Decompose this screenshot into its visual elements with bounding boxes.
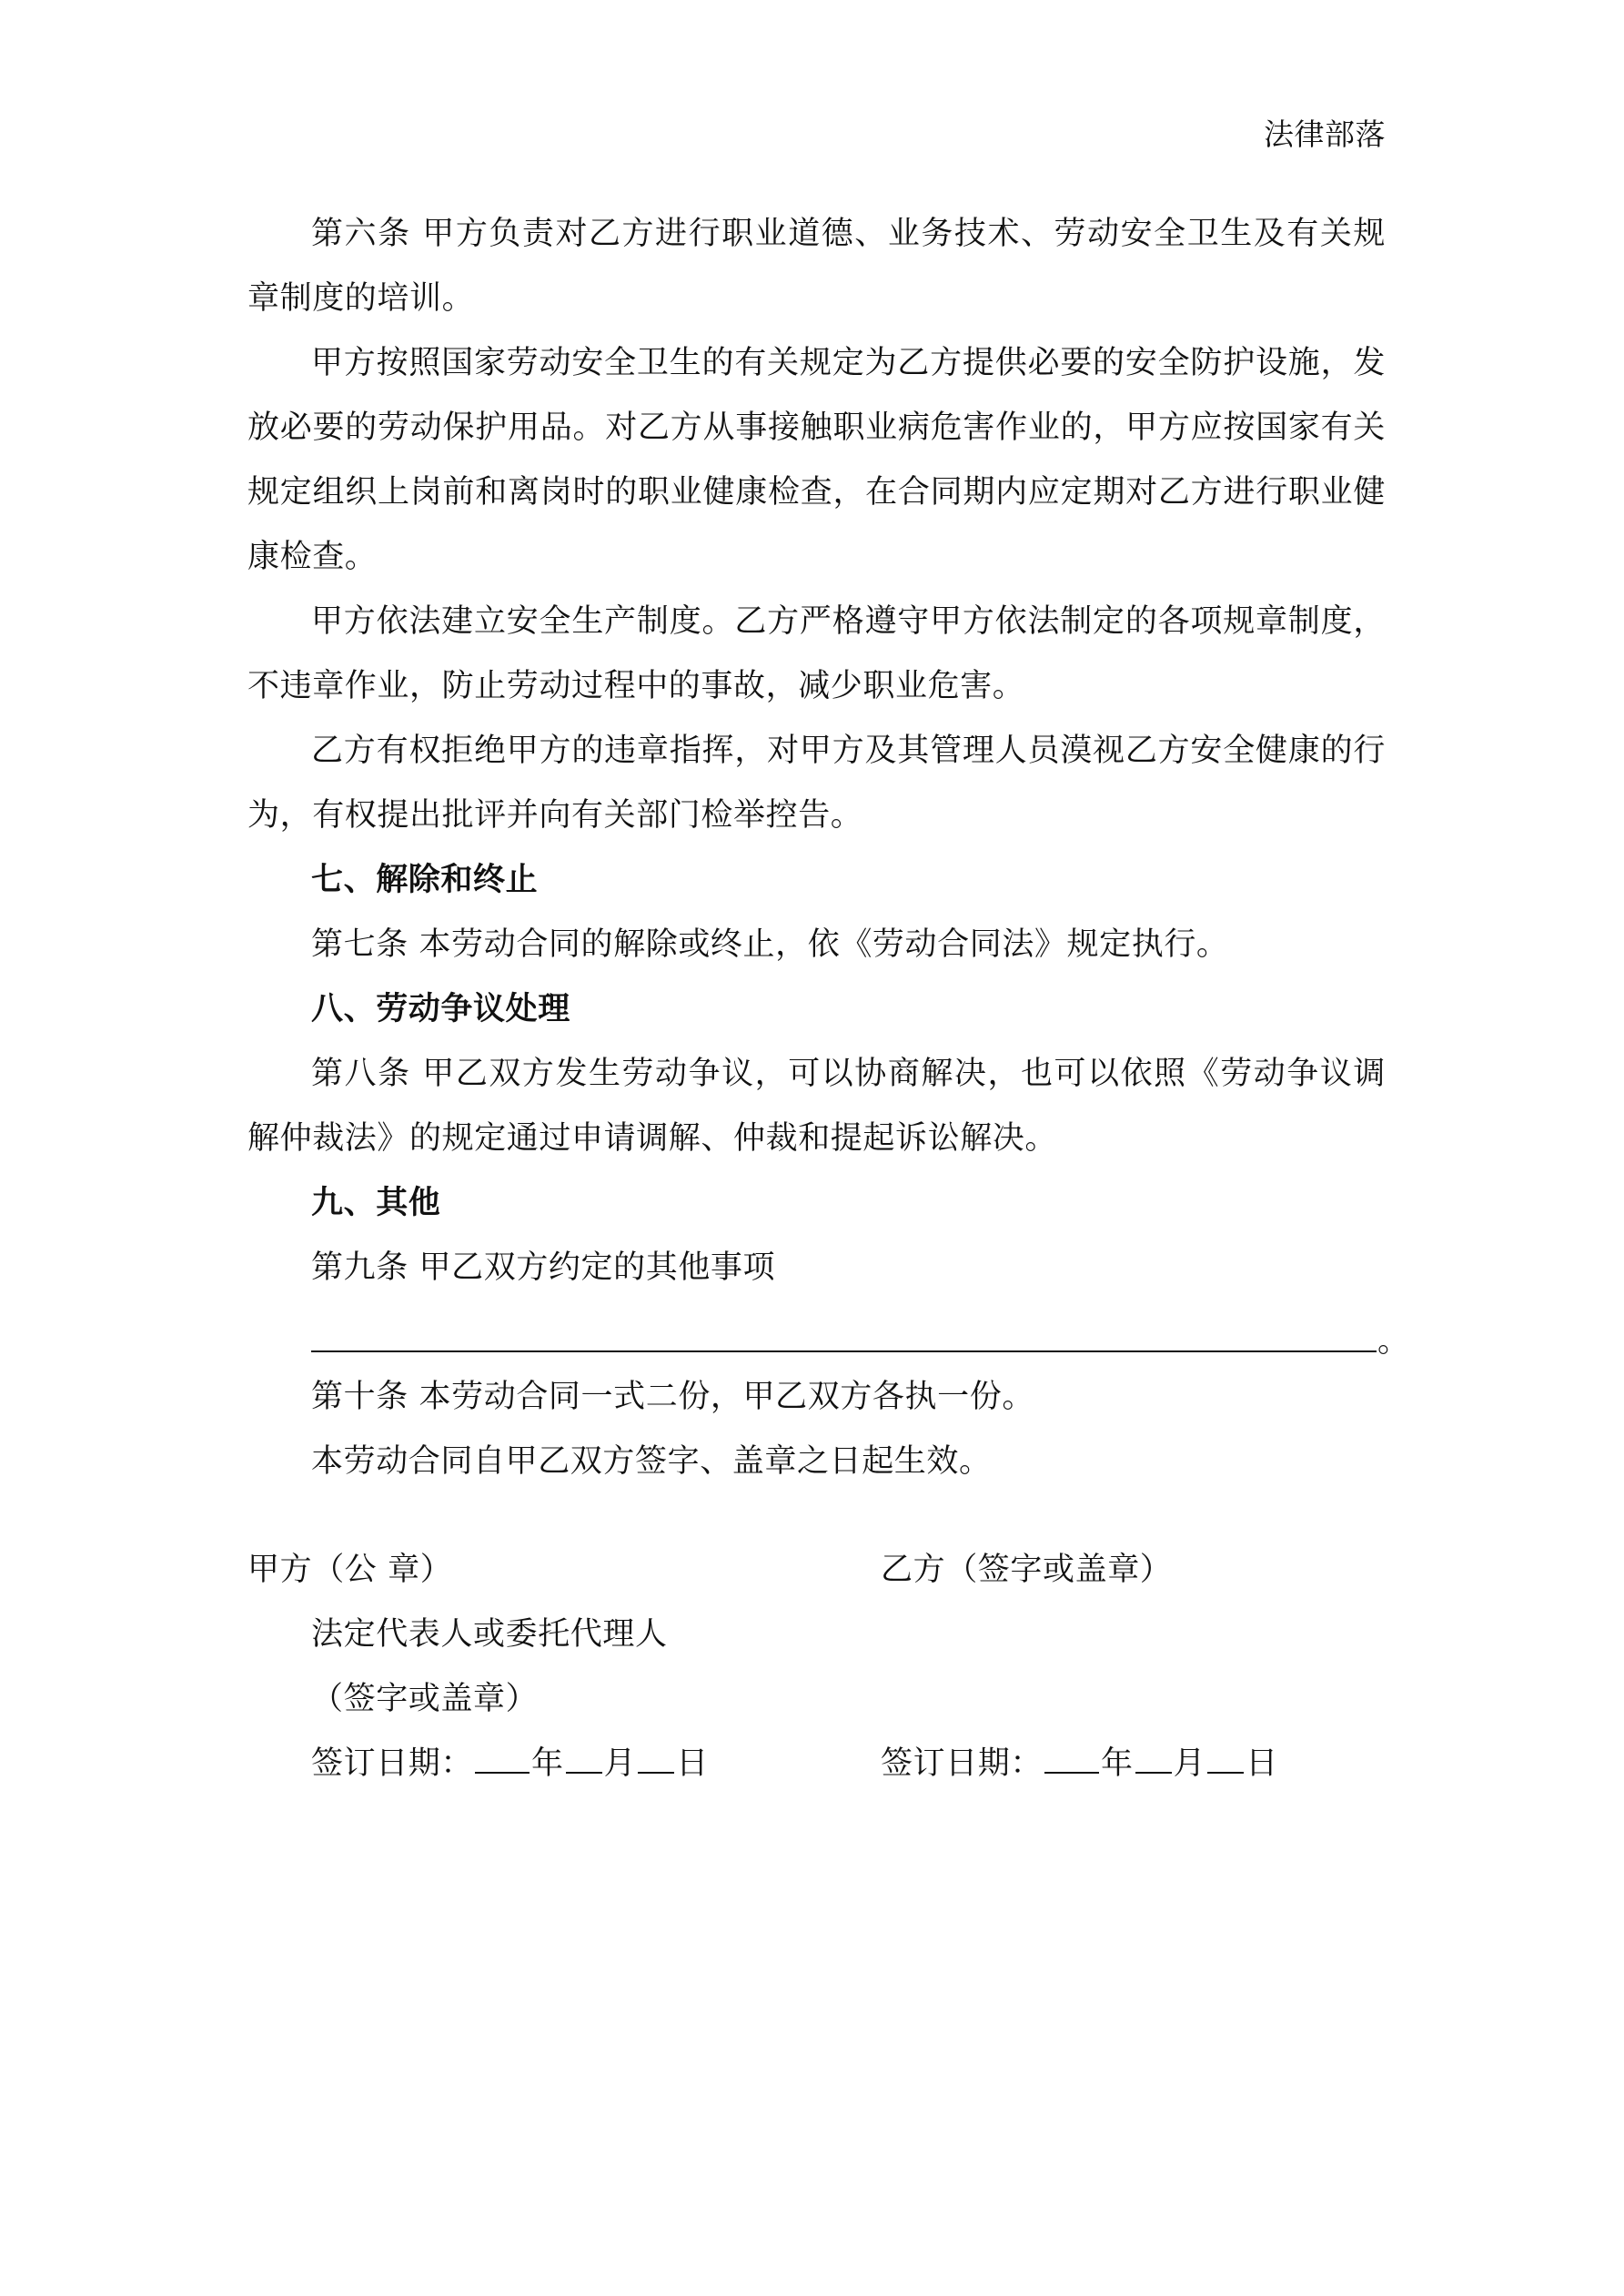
signature-area (247, 1538, 1386, 1796)
representative-sign-row (247, 1667, 1386, 1732)
party-a-label: 甲方（公 章） (247, 1552, 453, 1588)
blank-end-mark: 。 (1377, 1323, 1409, 1360)
representative-sign-label: （签字或盖章） (311, 1681, 539, 1717)
article-6-paragraph: 第六条 甲方负责对乙方进行职业道德、业务技术、劳动安全卫生及有关规章制度的培训。 (247, 216, 1386, 317)
day-blank (638, 1748, 674, 1774)
safety-rules-paragraph: 甲方依法建立安全生产制度。乙方严格遵守甲方依法制定的各项规章制度，不违章作业，防止劳动过程中的事故，减少职业危害。 (247, 603, 1386, 704)
year-label: 年 (531, 1745, 564, 1782)
section-8-heading: 八、劳动争议处理 (311, 991, 570, 1027)
party-b-date (881, 1732, 1278, 1796)
date-label: 签订日期： (311, 1745, 474, 1782)
date-row (247, 1732, 1386, 1796)
article-10-paragraph: 第十条 本劳动合同一式二份，甲乙双方各执一份。 (311, 1379, 1034, 1415)
party-b-label: 乙方（签字或盖章） (881, 1552, 1173, 1588)
right-to-refuse-paragraph: 乙方有权拒绝甲方的违章指挥，对甲方及其管理人员漠视乙方安全健康的行为，有权提出批评并向有关部门检举控告。 (247, 733, 1386, 834)
blank-underline (311, 1350, 1377, 1352)
month-label: 月 (603, 1745, 637, 1782)
representative-row (247, 1603, 1386, 1667)
representative-label: 法定代表人或委托代理人 (311, 1616, 668, 1653)
section-9-heading: 九、其他 (311, 1185, 441, 1221)
article-9-paragraph: 第九条 甲乙双方约定的其他事项 (311, 1249, 776, 1286)
contract-body (247, 202, 1409, 1494)
year-blank (1044, 1748, 1099, 1774)
day-label: 日 (676, 1745, 709, 1782)
month-blank (566, 1748, 602, 1774)
article-8-paragraph: 第八条 甲乙双方发生劳动争议，可以协商解决，也可以依照《劳动争议调解仲裁法》的规定通过申请调解、仲裁和提起诉讼解决。 (247, 1056, 1386, 1157)
date-label: 签订日期： (881, 1745, 1044, 1782)
other-matters-blank (311, 1300, 1409, 1365)
day-label: 日 (1246, 1745, 1278, 1782)
party-a-date (311, 1732, 709, 1796)
year-blank (475, 1748, 530, 1774)
article-7-paragraph: 第七条 本劳动合同的解除或终止，依《劳动合同法》规定执行。 (311, 926, 1229, 963)
day-blank (1207, 1748, 1244, 1774)
section-7-heading: 七、解除和终止 (311, 862, 539, 898)
party-row (247, 1538, 1386, 1603)
safety-equipment-paragraph: 甲方按照国家劳动安全卫生的有关规定为乙方提供必要的安全防护设施，发放必要的劳动保护用品。对乙方从事接触职业病危害作业的，甲方应按国家有关规定组织上岗前和离岗时的职业健康检查，在合同期内应定期对乙方进行职业健康检查。 (247, 345, 1386, 575)
year-label: 年 (1101, 1745, 1134, 1782)
month-label: 月 (1173, 1745, 1206, 1782)
header-tag: 法律部落 (1264, 116, 1386, 152)
month-blank (1135, 1748, 1172, 1774)
effective-paragraph: 本劳动合同自甲乙双方签字、盖章之日起生效。 (311, 1443, 992, 1480)
